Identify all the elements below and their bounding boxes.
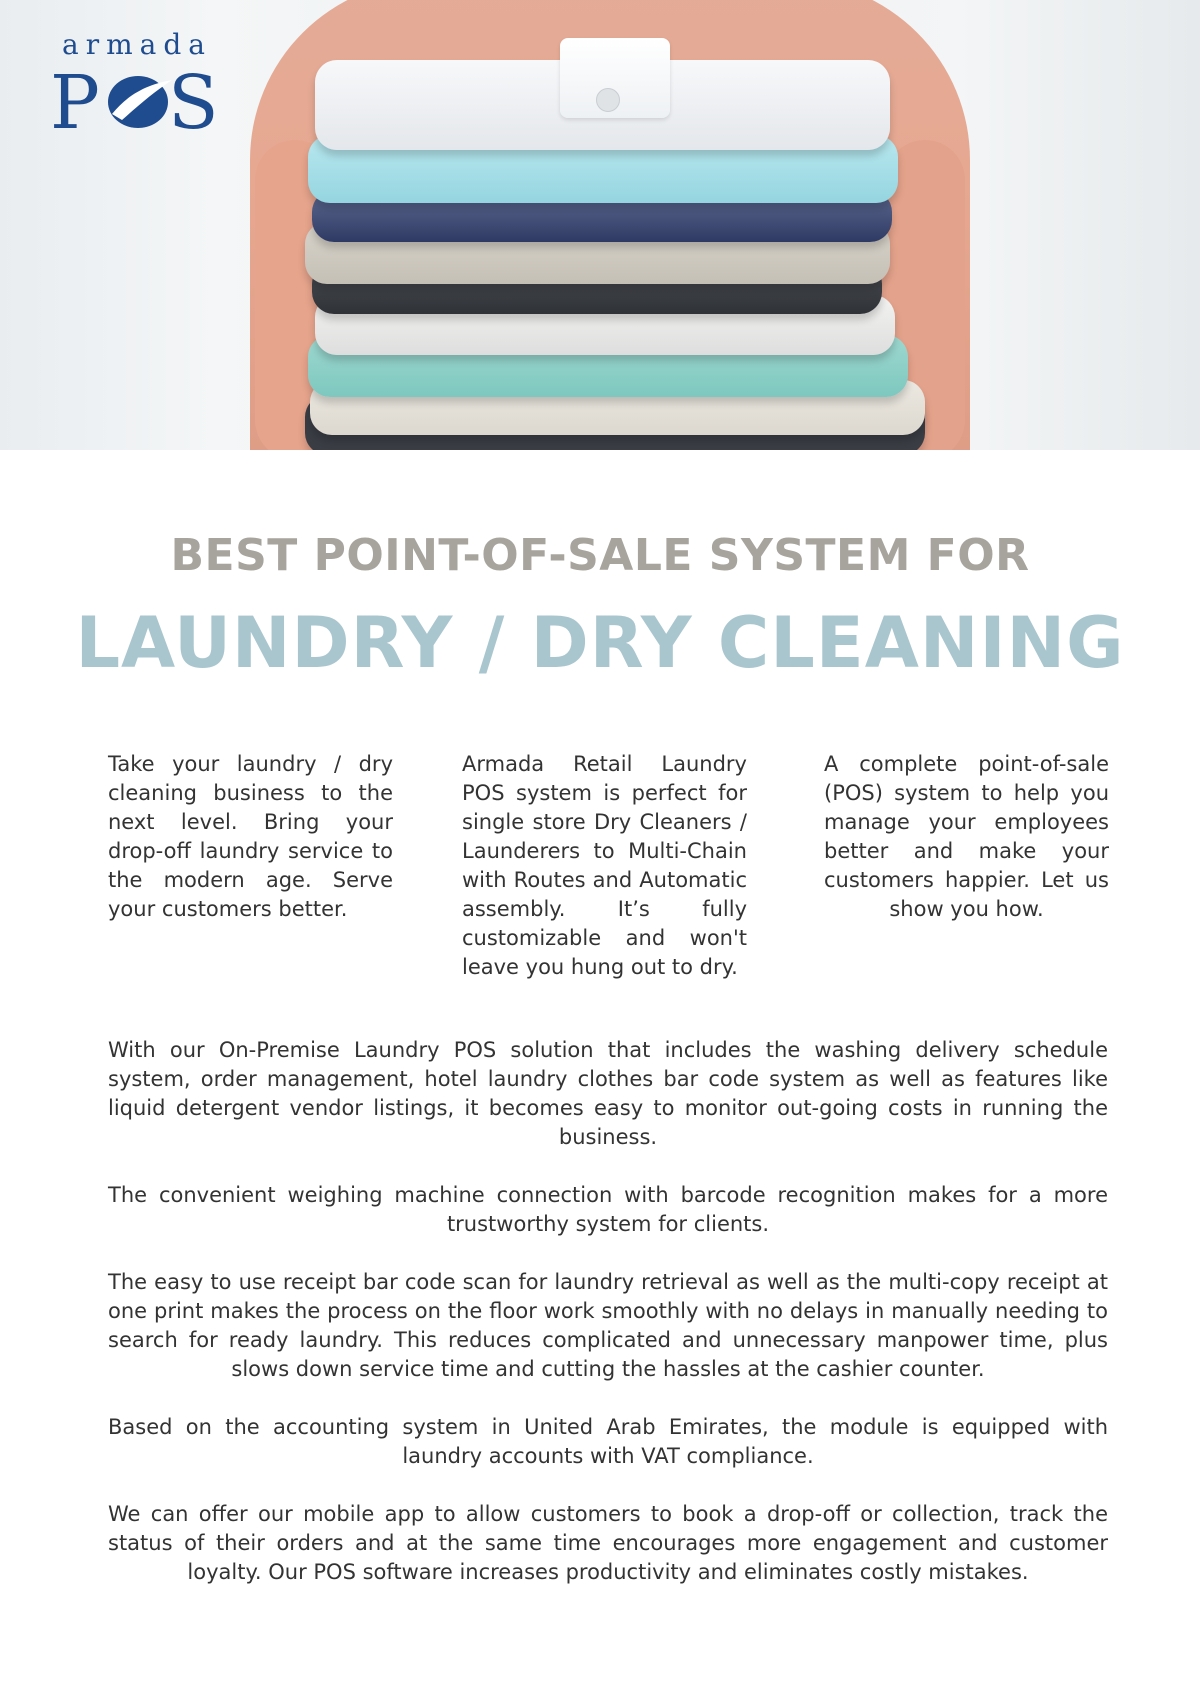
paragraph: The easy to use receipt bar code scan for laundry retrieval as well as the multi-copy receipt at one print makes the process on the floor work smoothly with no delays in manually needing to search for ready laundry. This reduces complicated and unnecessary manpower time, plus slows down service time and cutting the hassles at the cashier counter. xyxy=(108,1270,1108,1381)
logo-pos-mark xyxy=(50,62,230,134)
hero-image xyxy=(0,0,1200,450)
intro-column-1: Take your laundry / dry cleaning business to the next level. Bring your drop-off laundry service to the modern age. Serve your customers better. xyxy=(108,752,393,921)
intro-column-3: A complete point-of-sale (POS) system to help you manage your employees better and make your customers happier. Let us show you how. xyxy=(824,752,1109,921)
logo-wordmark-top: armada xyxy=(62,28,212,61)
paragraph: The convenient weighing machine connection with barcode recognition makes for a more trustworthy system for clients. xyxy=(108,1183,1108,1236)
heading-line-1: BEST POINT-OF-SALE SYSTEM FOR xyxy=(170,530,1030,581)
armada-pos-logo xyxy=(50,28,230,138)
paragraph: Based on the accounting system in United Arab Emirates, the module is equipped with laundry accounts with VAT compliance. xyxy=(108,1415,1108,1468)
heading-line-2: LAUNDRY / DRY CLEANING xyxy=(75,602,1125,684)
svg-text:P: P xyxy=(50,62,100,134)
body-text xyxy=(108,1036,1108,1616)
svg-text:S: S xyxy=(168,62,219,134)
intro-column-2: Armada Retail Laundry POS system is perfect for single store Dry Cleaners / Launderers to Multi-Chain with Routes and Automatic assembly. It’s fully customizable and won't leave you hung out to dry. xyxy=(462,752,747,979)
paragraph: With our On-Premise Laundry POS solution that includes the washing delivery schedule system, order management, hotel laundry clothes bar code system as well as features like liquid detergent vendor listings, it becomes easy to monitor out-going costs in running the business. xyxy=(108,1038,1108,1149)
paragraph: We can offer our mobile app to allow customers to book a drop-off or collection, track the status of their orders and at the same time encourages more engagement and customer loyalty. Our POS software increases productivity and eliminates costly mistakes. xyxy=(108,1502,1108,1584)
shirt-button xyxy=(596,88,620,112)
